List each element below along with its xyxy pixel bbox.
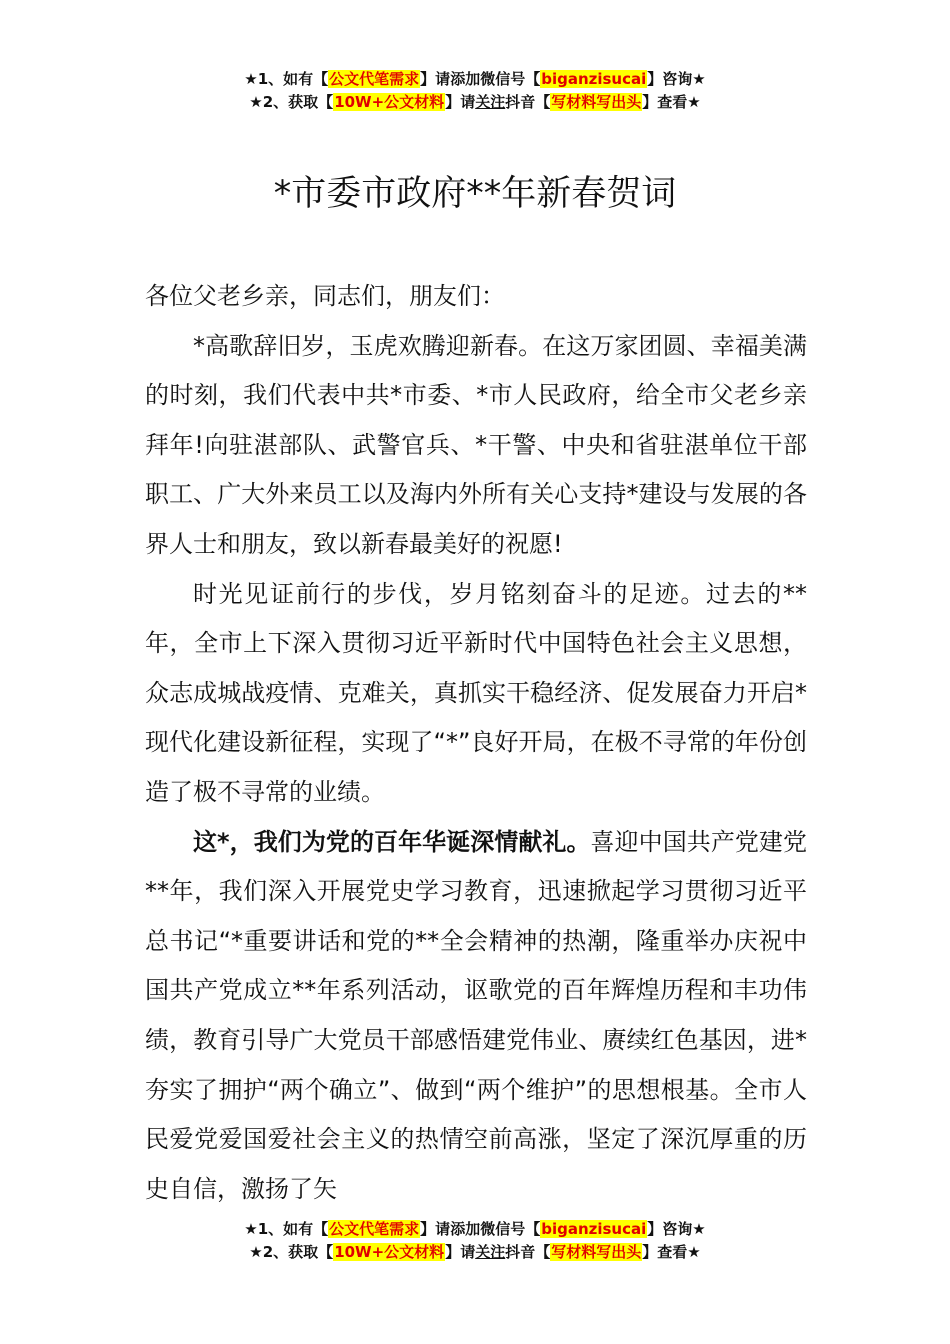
banner-text: ★2、获取【 bbox=[249, 1243, 334, 1261]
banner-text: 】查看★ bbox=[642, 1243, 701, 1261]
banner-text: 】查看★ bbox=[642, 93, 701, 111]
highlight-text: 公文代笔需求 bbox=[329, 1220, 420, 1238]
salutation: 各位父老乡亲，同志们，朋友们： bbox=[145, 282, 505, 310]
wechat-id-highlight: biganzisucai bbox=[541, 70, 647, 88]
banner-text: 微信号【 bbox=[480, 1220, 541, 1238]
banner-text: 】请 bbox=[445, 93, 476, 111]
banner-text: 微信号【 bbox=[480, 70, 541, 88]
douyin-id-highlight: 写材料写出头 bbox=[551, 1243, 642, 1261]
paragraph-2: 时光见证前行的步伐，岁月铭刻奋斗的足迹。过去的**年，全市上下深入贯彻习近平新时代中国特色社会主义思想，众志成城战疫情、克难关，真抓实干稳经济、促发展奋力开启*现代化建设新征程，实现了“*”良好开局，在极不寻常的年份创造了极不寻常的业绩。 bbox=[145, 579, 807, 806]
header-banner bbox=[0, 68, 950, 114]
banner-text: ★1、如有【 bbox=[244, 70, 329, 88]
banner-line-2 bbox=[0, 91, 950, 114]
banner-line-1 bbox=[0, 1218, 950, 1241]
banner-text: 关注 bbox=[475, 93, 506, 111]
banner-text: 】咨询★ bbox=[647, 70, 706, 88]
douyin-id-highlight: 写材料写出头 bbox=[551, 93, 642, 111]
banner-text: 】请 bbox=[445, 1243, 476, 1261]
paragraph-3-lead: 这*，我们为党的百年华诞深情献礼。 bbox=[193, 827, 591, 856]
banner-line-2 bbox=[0, 1241, 950, 1264]
banner-text: 抖音【 bbox=[505, 93, 551, 111]
banner-text: 抖音【 bbox=[505, 1243, 551, 1261]
highlight-text: 10W+公文材料 bbox=[334, 1243, 445, 1261]
banner-text: ★1、如有【 bbox=[244, 1220, 329, 1238]
footer-banner bbox=[0, 1218, 950, 1264]
wechat-id-highlight: biganzisucai bbox=[541, 1220, 647, 1238]
banner-text: 添加 bbox=[450, 70, 481, 88]
banner-text: ★2、获取【 bbox=[249, 93, 334, 111]
document-title: *市委市政府**年新春贺词 bbox=[273, 174, 677, 214]
document-body bbox=[145, 272, 807, 1214]
banner-line-1 bbox=[0, 68, 950, 91]
paragraph-1: *高歌辞旧岁，玉虎欢腾迎新春。在这万家团圆、幸福美满的时刻，我们代表中共*市委、*市人民政府，给全市父老乡亲拜年!向驻湛部队、武警官兵、*干警、中央和省驻湛单位干部职工、广大外来员工以及海内外所有关心支持*建设与发展的各界人士和朋友，致以新春最美好的祝愿! bbox=[145, 331, 807, 558]
banner-text: 添加 bbox=[450, 1220, 481, 1238]
banner-text: 关注 bbox=[475, 1243, 506, 1261]
banner-text: 】咨询★ bbox=[647, 1220, 706, 1238]
paragraph-3 bbox=[145, 818, 807, 1215]
banner-text: 】请 bbox=[420, 70, 451, 88]
highlight-text: 公文代笔需求 bbox=[329, 70, 420, 88]
paragraph-3-text: 喜迎中国共产党建党**年，我们深入开展党史学习教育，迅速掀起学习贯彻习近平总书记“*重要讲话和党的**全会精神的热潮，隆重举办庆祝中国共产党成立**年系列活动，讴歌党的百年辉煌历程和丰功伟绩，教育引导广大党员干部感悟建党伟业、赓续红色基因，进*夯实了拥护“两个确立”、做到“两个维护”的思想根基。全市人民爱党爱国爱社会主义的热情空前高涨，坚定了深沉厚重的历史自信，激扬了矢 bbox=[145, 827, 807, 1203]
banner-text: 】请 bbox=[420, 1220, 451, 1238]
highlight-text: 10W+公文材料 bbox=[334, 93, 445, 111]
